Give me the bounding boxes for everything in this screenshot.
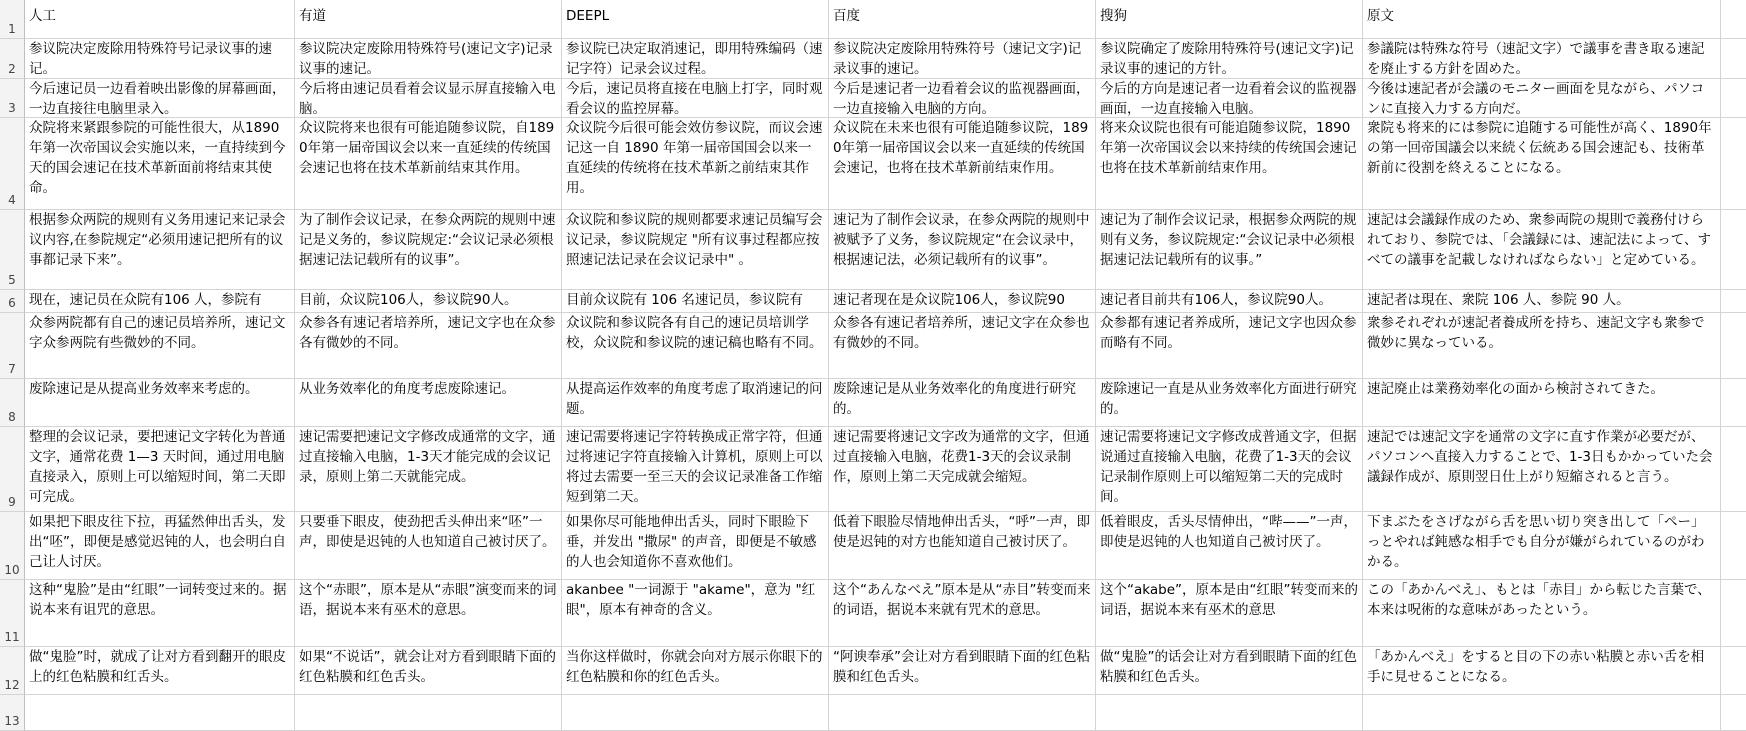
table-cell-deepl[interactable]: 众议院和参议院的规则都要求速记员编写会议记录，参议院规定 "所有议事过程都应按照速记法记录在会议记录中" 。 bbox=[562, 210, 829, 290]
table-cell-baidu[interactable]: 众参各有速记者培养所，速记文字在众参也有微妙的不同。 bbox=[829, 313, 1096, 379]
table-cell-sogou[interactable]: 将来众议院也很有可能追随参议院，1890年第一次帝国议会以来持续的传统国会速记也将在技术革新前结束作用。 bbox=[1096, 118, 1363, 210]
row-header[interactable]: 10 bbox=[0, 512, 25, 580]
table-cell-original[interactable]: 速記では速記文字を通常の文字に直す作業が必要だが、パソコンへ直接入力することで、1-3日もかかっていた会議録作成が、原則翌日仕上がり短縮されると言う。 bbox=[1363, 427, 1721, 512]
table-cell-youdao[interactable]: 这个“赤眼”，原本是从“赤眼”演变而来的词语，据说本来有巫术的意思。 bbox=[295, 580, 562, 647]
grid-edge bbox=[1721, 695, 1746, 731]
table-cell-human[interactable]: 如果把下眼皮往下拉，再猛然伸出舌头，发出“呸”，即便是感觉迟钝的人，也会明白自己让人讨厌。 bbox=[25, 512, 295, 580]
table-cell-deepl[interactable]: 众议院今后很可能会效仿参议院，而议会速记这一自 1890 年第一届帝国国会以来一直延续的传统将在技术革新之前结束其作用。 bbox=[562, 118, 829, 210]
grid-edge bbox=[1721, 647, 1746, 695]
table-cell-baidu[interactable]: “阿谀奉承”会让对方看到眼睛下面的红色粘膜和红色舌头。 bbox=[829, 647, 1096, 695]
table-cell-youdao[interactable]: 如果“不说话”，就会让对方看到眼睛下面的红色粘膜和红色舌头。 bbox=[295, 647, 562, 695]
row-header[interactable]: 8 bbox=[0, 379, 25, 427]
table-cell-sogou[interactable]: 废除速记一直是从业务效率化方面进行研究的。 bbox=[1096, 379, 1363, 427]
header-cell-sogou[interactable]: 搜狗 bbox=[1096, 0, 1363, 39]
row-header[interactable]: 12 bbox=[0, 647, 25, 695]
table-cell-deepl[interactable]: 今后，速记员将直接在电脑上打字，同时观看会议的监控屏幕。 bbox=[562, 79, 829, 118]
table-cell-original[interactable]: 参議院は特殊な符号（速記文字）で議事を書き取る速記を廃止する方針を固めた。 bbox=[1363, 39, 1721, 79]
table-cell-deepl[interactable]: 从提高运作效率的角度考虑了取消速记的问题。 bbox=[562, 379, 829, 427]
table-cell-youdao[interactable]: 参议院决定废除用特殊符号(速记文字)记录议事的速记。 bbox=[295, 39, 562, 79]
table-cell-deepl[interactable]: 参议院已决定取消速记，即用特殊编码（速记字符）记录会议过程。 bbox=[562, 39, 829, 79]
table-cell-youdao[interactable]: 只要垂下眼皮，使劲把舌头伸出来“呸”一声，即使是迟钝的人也知道自己被讨厌了。 bbox=[295, 512, 562, 580]
table-cell-youdao[interactable] bbox=[295, 695, 562, 731]
grid-edge bbox=[1721, 118, 1746, 210]
table-cell-baidu[interactable] bbox=[829, 695, 1096, 731]
table-cell-baidu[interactable]: 速记需要将速记文字改为通常的文字，但通过直接输入电脑，花费1-3天的会议录制作，原则上第二天完成就会缩短。 bbox=[829, 427, 1096, 512]
table-cell-original[interactable]: 衆参それぞれが速記者養成所を持ち、速記文字も衆参で微妙に異なっている。 bbox=[1363, 313, 1721, 379]
row-header[interactable]: 5 bbox=[0, 210, 25, 290]
table-cell-human[interactable]: 众院将来紧跟参院的可能性很大，从1890 年第一次帝国议会实施以来，一直持续到今天的国会速记在技术革新面前将结束其使命。 bbox=[25, 118, 295, 210]
row-header[interactable]: 3 bbox=[0, 79, 25, 118]
table-cell-deepl[interactable]: 当你这样做时，你就会向对方展示你眼下的红色粘膜和你的红色舌头。 bbox=[562, 647, 829, 695]
table-cell-youdao[interactable]: 众参各有速记者培养所，速记文字也在众参各有微妙的不同。 bbox=[295, 313, 562, 379]
row-header[interactable]: 11 bbox=[0, 580, 25, 647]
grid-edge bbox=[1721, 79, 1746, 118]
row-header[interactable]: 13 bbox=[0, 695, 25, 731]
table-cell-baidu[interactable]: 低着下眼脸尽情地伸出舌头，“呼”一声，即使是迟钝的对方也能知道自己被讨厌了。 bbox=[829, 512, 1096, 580]
table-cell-original[interactable]: 衆院も将来的には参院に追随する可能性が高く、1890年の第一回帝国議会以来続く伝統ある国会速記も、技術革新前に役割を終えることになる。 bbox=[1363, 118, 1721, 210]
row-header[interactable]: 9 bbox=[0, 427, 25, 512]
row-header[interactable]: 6 bbox=[0, 290, 25, 313]
table-cell-youdao[interactable]: 从业务效率化的角度考虑废除速记。 bbox=[295, 379, 562, 427]
table-cell-youdao[interactable]: 今后将由速记员看着会议显示屏直接输入电脑。 bbox=[295, 79, 562, 118]
table-cell-sogou[interactable] bbox=[1096, 695, 1363, 731]
table-cell-original[interactable]: 「あかんべえ」をすると目の下の赤い粘膜と赤い舌を相手に見せることになる。 bbox=[1363, 647, 1721, 695]
table-cell-original[interactable] bbox=[1363, 695, 1721, 731]
table-cell-sogou[interactable]: 低着眼皮，舌头尽情伸出，“哔——”一声，即使是迟钝的人也知道自己被讨厌了。 bbox=[1096, 512, 1363, 580]
table-cell-human[interactable]: 现在，速记员在众院有106 人，参院有 bbox=[25, 290, 295, 313]
table-cell-sogou[interactable]: 参议院确定了废除用特殊符号(速记文字)记录议事的速记的方针。 bbox=[1096, 39, 1363, 79]
table-cell-sogou[interactable]: 今后的方向是速记者一边看着会议的监视器画面，一边直接输入电脑。 bbox=[1096, 79, 1363, 118]
table-cell-original[interactable]: 速記廃止は業務効率化の面から検討されてきた。 bbox=[1363, 379, 1721, 427]
table-cell-original[interactable]: 速記は会議録作成のため、衆参両院の規則で義務付けられており、参院では、「会議録には、速記法によって、すべての議事を記載しなければならない」と定めている。 bbox=[1363, 210, 1721, 290]
grid-edge bbox=[1721, 210, 1746, 290]
table-cell-human[interactable]: 做“鬼脸”时，就成了让对方看到翻开的眼皮上的红色粘膜和红舌头。 bbox=[25, 647, 295, 695]
table-cell-deepl[interactable] bbox=[562, 695, 829, 731]
table-cell-human[interactable]: 根据参众两院的规则有义务用速记来记录会议内容,在参院规定“必须用速记把所有的议事都记录下来”。 bbox=[25, 210, 295, 290]
header-cell-youdao[interactable]: 有道 bbox=[295, 0, 562, 39]
table-cell-youdao[interactable]: 速记需要把速记文字修改成通常的文字，通过直接输入电脑，1-3天才能完成的会议记录，原则上第二天就能完成。 bbox=[295, 427, 562, 512]
table-cell-baidu[interactable]: 废除速记是从业务效率化的角度进行研究的。 bbox=[829, 379, 1096, 427]
table-cell-human[interactable]: 众参两院都有自己的速记员培养所，速记文字众参两院有些微妙的不同。 bbox=[25, 313, 295, 379]
table-cell-human[interactable]: 参议院决定废除用特殊符号记录议事的速记。 bbox=[25, 39, 295, 79]
grid-edge bbox=[1721, 512, 1746, 580]
table-cell-deepl[interactable]: 速记需要将速记字符转换成正常字符，但通过将速记字符直接输入计算机，原则上可以将过去需要一至三天的会议记录准备工作缩短到第二天。 bbox=[562, 427, 829, 512]
table-cell-human[interactable]: 今后速记员一边看着映出影像的屏幕画面，一边直接往电脑里录入。 bbox=[25, 79, 295, 118]
grid-edge bbox=[1721, 290, 1746, 313]
header-cell-original[interactable]: 原文 bbox=[1363, 0, 1721, 39]
table-cell-human[interactable] bbox=[25, 695, 295, 731]
table-cell-youdao[interactable]: 目前，众议院106人，参议院90人。 bbox=[295, 290, 562, 313]
row-header[interactable]: 2 bbox=[0, 39, 25, 79]
table-cell-sogou[interactable]: 速记需要将速记文字修改成普通文字，但据说通过直接输入电脑，花费了1-3天的会议记录制作原则上可以缩短第二天的完成时间。 bbox=[1096, 427, 1363, 512]
row-header[interactable]: 7 bbox=[0, 313, 25, 379]
grid-edge bbox=[1721, 39, 1746, 79]
table-cell-deepl[interactable]: 如果你尽可能地伸出舌头，同时下眼睑下垂，并发出 "撒尿" 的声音，即便是不敏感的人也会知道你不喜欢他们。 bbox=[562, 512, 829, 580]
row-header[interactable]: 4 bbox=[0, 118, 25, 210]
grid-edge bbox=[1721, 427, 1746, 512]
table-cell-original[interactable]: 今後は速記者が会議のモニター画面を見ながら、パソコンに直接入力する方向だ。 bbox=[1363, 79, 1721, 118]
header-cell-deepl[interactable]: DEEPL bbox=[562, 0, 829, 39]
table-cell-original[interactable]: 下まぶたをさげながら舌を思い切り突き出して「ペー」っとやれば鈍感な相手でも自分が嫌がられているのがわかる。 bbox=[1363, 512, 1721, 580]
table-cell-sogou[interactable]: 众参都有速记者养成所，速记文字也因众参而略有不同。 bbox=[1096, 313, 1363, 379]
table-cell-youdao[interactable]: 为了制作会议记录，在参众两院的规则中速记是义务的，参议院规定:“会议记录必须根据速记法记载所有的议事”。 bbox=[295, 210, 562, 290]
grid-edge bbox=[1721, 379, 1746, 427]
table-cell-baidu[interactable]: 速记为了制作会议录，在参众两院的规则中被赋予了义务，参议院规定“在会议录中，根据速记法，必须记载所有的议事”。 bbox=[829, 210, 1096, 290]
table-cell-human[interactable]: 这种“鬼脸”是由“红眼”一词转变过来的。据说本来有诅咒的意思。 bbox=[25, 580, 295, 647]
table-cell-original[interactable]: 速記者は現在、衆院 106 人、参院 90 人。 bbox=[1363, 290, 1721, 313]
table-cell-sogou[interactable]: 速记为了制作会议记录，根据参众两院的规则有义务，参议院规定:“会议记录中必须根据速记法记载所有的议事。” bbox=[1096, 210, 1363, 290]
table-cell-baidu[interactable]: 今后是速记者一边看着会议的监视器画面，一边直接输入电脑的方向。 bbox=[829, 79, 1096, 118]
header-cell-human[interactable]: 人工 bbox=[25, 0, 295, 39]
table-cell-baidu[interactable]: 速记者现在是众议院106人，参议院90 bbox=[829, 290, 1096, 313]
table-cell-deepl[interactable]: 众议院和参议院各有自己的速记员培训学校，众议院和参议院的速记稿也略有不同。 bbox=[562, 313, 829, 379]
grid-edge bbox=[1721, 580, 1746, 647]
grid-edge bbox=[1721, 313, 1746, 379]
grid-edge bbox=[1721, 0, 1746, 39]
table-cell-sogou[interactable]: 速记者目前共有106人，参议院90人。 bbox=[1096, 290, 1363, 313]
header-cell-baidu[interactable]: 百度 bbox=[829, 0, 1096, 39]
table-cell-deepl[interactable]: 目前众议院有 106 名速记员，参议院有 bbox=[562, 290, 829, 313]
table-cell-sogou[interactable]: 这个“akabe”，原本是由“红眼”转变而来的词语，据说本来有巫术的意思 bbox=[1096, 580, 1363, 647]
table-cell-baidu[interactable]: 众议院在未来也很有可能追随参议院，1890年第一届帝国议会以来一直延续的传统国会速记，也将在技术革新前结束作用。 bbox=[829, 118, 1096, 210]
table-cell-deepl[interactable]: akanbee "一词源于 "akame"，意为 "红眼"，原本有神奇的含义。 bbox=[562, 580, 829, 647]
table-cell-youdao[interactable]: 众议院将来也很有可能追随参议院，自1890年第一届帝国议会以来一直延续的传统国会速记也将在技术革新前结束其作用。 bbox=[295, 118, 562, 210]
table-cell-baidu[interactable]: 参议院决定废除用特殊符号（速记文字)记录议事的速记。 bbox=[829, 39, 1096, 79]
row-header[interactable]: 1 bbox=[0, 0, 25, 39]
table-cell-sogou[interactable]: 做“鬼脸”的话会让对方看到眼睛下面的红色粘膜和红色舌头。 bbox=[1096, 647, 1363, 695]
table-cell-baidu[interactable]: 这个“あんなべえ”原本是从“赤目”转变而来的词语，据说本来就有咒术的意思。 bbox=[829, 580, 1096, 647]
table-cell-human[interactable]: 废除速记是从提高业务效率来考虑的。 bbox=[25, 379, 295, 427]
table-cell-original[interactable]: この「あかんべえ」、もとは「赤目」から転じた言葉で、本来は呪術的な意味があったという。 bbox=[1363, 580, 1721, 647]
table-cell-human[interactable]: 整理的会议记录，要把速记文字转化为普通文字，通常花费 1—3 天时间，通过用电脑直接录入，原则上可以缩短时间，第二天即可完成。 bbox=[25, 427, 295, 512]
